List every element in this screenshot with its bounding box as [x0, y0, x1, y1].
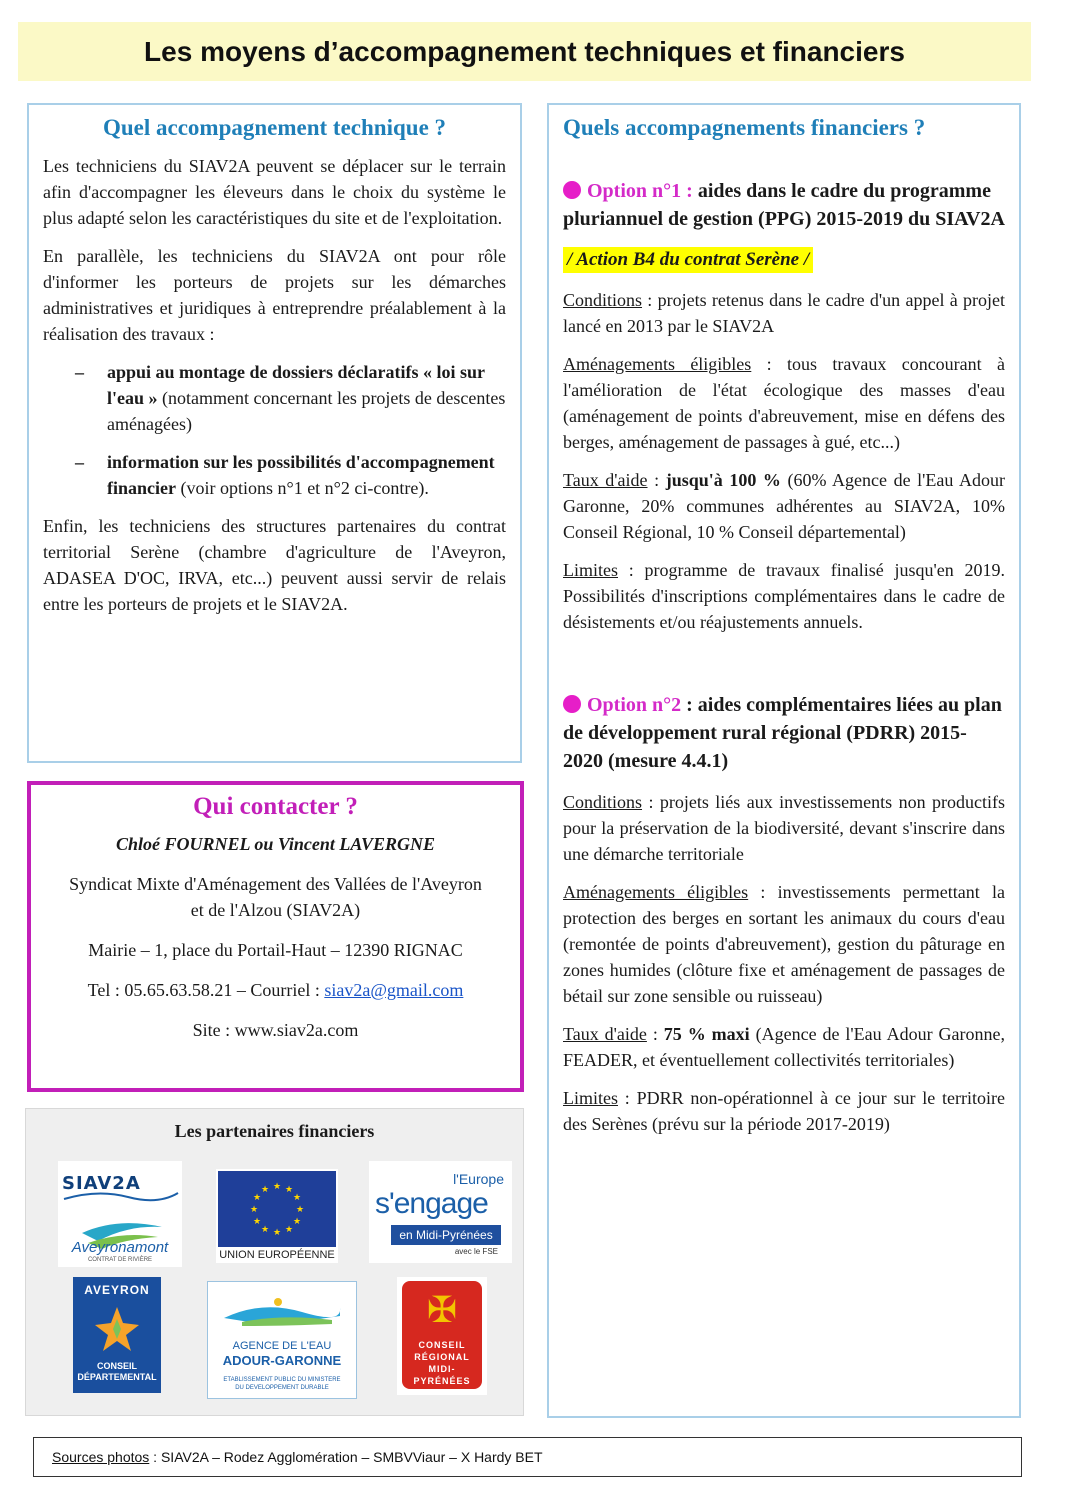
bullet-2-bold: information sur les possibilités d'accompagnement financier [107, 452, 495, 498]
aveyron-star-icon [93, 1305, 141, 1353]
option-2-title: : aides complémentaires liées au plan de développement rural régional (PDRR) 2015-2020 (mesure 4.4.1) [563, 694, 1002, 772]
bullet-2-text: (voir options n°1 et n°2 ci-contre). [176, 478, 429, 498]
contact-phone-email: Tel : 05.65.63.58.21 – Courriel : siav2a@gmail.com [87, 980, 464, 1000]
svg-text:★: ★ [260, 1225, 270, 1235]
financial-title: Quels accompagnements financiers ? [563, 115, 926, 140]
svg-text:★: ★ [249, 1205, 259, 1215]
siav2a-logo-text: SIAV2A [62, 1173, 141, 1194]
svg-text:★: ★ [295, 1205, 305, 1215]
sources-footer [33, 1437, 1022, 1477]
option-2-heading [563, 691, 1005, 775]
option-1-limites: Limites : programme de travaux finalisé jusqu'en 2019. Possibilités d'inscriptions complémentaires dans le cadre de désistements et/ou réajustements annuels. [563, 560, 1005, 632]
aveyron-logo: AVEYRON CONSEIL DÉPARTEMENTAL [73, 1277, 161, 1393]
option-1-taux: Taux d'aide : jusqu'à 100 % (60% Agence de l'Eau Adour Garonne, 20% communes adhérentes au SIAV2A, 10% Conseil Régional, 10 % Conseil départemental) [563, 470, 1005, 542]
option-2-amenagements: Aménagements éligibles : investissements permettant la protection des berges en sortant les animaux du cours d'eau (remontée de points d'abreuvement), gestion du pâturage en zones humides (clôture fixe et aménagement de passages de bétail sur zone sensible ou ruisseau) [563, 882, 1005, 1006]
option-1-amenagements: Aménagements éligibles : tous travaux concourant à l'amélioration de l'état écologique des masses d'eau (aménagement de points d'abreuvement, mise en défens des berges, aménagement de passages à gué, etc...) [563, 354, 1006, 452]
option-1-heading [563, 177, 1005, 233]
option-2-limites: Limites : PDRR non-opérationnel à ce jour sur le territoire des Serènes (prévu sur la période 2017-2019) [563, 1088, 1005, 1134]
svg-text:★: ★ [272, 1228, 282, 1238]
contact-site: Site : www.siav2a.com [192, 1020, 359, 1040]
svg-text:★: ★ [272, 1182, 282, 1192]
bullet-1-text: (notamment concernant les projets de descentes aménagées) [107, 388, 506, 434]
option-2-conditions: Conditions : projets liés aux investissements non productifs pour la préservation de la biodiversité, devant s'inscrire dans une démarche territoriale [563, 792, 1005, 864]
option-2-taux: Taux d'aide : 75 % maxi (Agence de l'Eau Adour Garonne, FEADER, et éventuellement collectivités territoriales) [563, 1024, 1005, 1070]
contact-names: Chloé FOURNEL ou Vincent LAVERGNE [115, 834, 436, 854]
eu-logo: ★ ★ ★ ★ ★ ★ ★ ★ ★ ★ ★ ★ UNION EUROPÉENNE [216, 1169, 338, 1263]
sources-text: : SIAV2A – Rodez Agglomération – SMBVViaur – X Hardy BET [149, 1449, 543, 1465]
technical-paragraph-2: En parallèle, les techniciens du SIAV2A ont pour rôle d'informer les porteurs de projets sur les démarches administratives et juridiques à entreprendre préalablement à la réalisation des travaux : [43, 246, 506, 344]
dash-bullet: – [75, 452, 84, 472]
option-1-title: aides dans le cadre du programme pluriannuel de gestion (PPG) 2015-2019 du SIAV2A [563, 180, 1005, 230]
partners-title: Les partenaires financiers [174, 1121, 375, 1141]
dash-bullet: – [75, 362, 84, 382]
contact-address: Mairie – 1, place du Portail-Haut – 12390 RIGNAC [88, 940, 463, 960]
eu-flag-icon [216, 1169, 338, 1249]
bullet-dot-icon [563, 181, 581, 199]
list-item [53, 359, 506, 437]
option-1-conditions: Conditions : projets retenus dans le cadre d'un appel à projet lancé en 2013 par le SIAV2A [563, 290, 1005, 336]
bullet-1-bold: appui au montage de dossiers déclaratifs « loi sur l'eau » [107, 362, 485, 408]
technical-paragraph-1: Les techniciens du SIAV2A peuvent se déplacer sur le terrain afin d'accompagner les éleveurs dans le choix du système le plus adapté selon les caractéristiques du site et de l'exploitation. [43, 156, 506, 228]
page-title: Les moyens d’accompagnement techniques et financiers [144, 36, 905, 67]
svg-text:★: ★ [252, 1217, 262, 1227]
conseil-regional-logo: ✠ CONSEIL RÉGIONAL MIDI-PYRÉNÉES [397, 1277, 487, 1395]
occitan-cross-icon: ✠ [426, 1290, 458, 1331]
svg-text:★: ★ [252, 1193, 262, 1203]
contact-title: Qui contacter ? [193, 793, 358, 820]
svg-text:★: ★ [284, 1185, 294, 1195]
europe-engage-logo: l'Europe s'engage en Midi-Pyrénées avec le FSE [369, 1161, 512, 1263]
contact-box [27, 781, 524, 1092]
technical-list [43, 359, 506, 501]
option-2-label: Option n°2 [587, 694, 682, 716]
svg-text:★: ★ [260, 1185, 270, 1195]
sources-label: Sources photos [52, 1449, 150, 1465]
siav2a-logo: SIAV2A Aveyronamont CONTRAT DE RIVIÈRE [58, 1161, 182, 1267]
svg-text:★: ★ [292, 1193, 302, 1203]
bullet-dot-icon [563, 695, 581, 713]
action-highlight: / Action B4 du contrat Serène / [563, 247, 813, 273]
partners-box [25, 1108, 524, 1416]
technical-support-box [27, 103, 522, 763]
email-link[interactable]: siav2a@gmail.com [324, 980, 464, 1000]
list-item [53, 449, 506, 501]
svg-text:★: ★ [292, 1217, 302, 1227]
technical-paragraph-3: Enfin, les techniciens des structures partenaires du contrat territorial Serène (chambre d'agriculture de l'Aveyron, ADASEA D'OC, IRVA, etc...) peuvent aussi servir de relais entre les porteurs de projets et le SIAV2A. [43, 516, 506, 614]
wave-icon [222, 1292, 342, 1332]
financial-support-box [547, 103, 1021, 1418]
page-header [18, 22, 1031, 81]
svg-text:★: ★ [284, 1225, 294, 1235]
option-1-label: Option n°1 : [587, 180, 693, 202]
contact-organization: Syndicat Mixte d'Aménagement des Vallées de l'Aveyron et de l'Alzou (SIAV2A) [69, 874, 482, 920]
technical-title: Quel accompagnement technique ? [102, 115, 447, 140]
adour-garonne-logo: AGENCE DE L'EAU ADOUR-GARONNE ETABLISSEMENT PUBLIC DU MINISTERE DU DEVELOPPEMENT DURABLE [207, 1281, 357, 1399]
